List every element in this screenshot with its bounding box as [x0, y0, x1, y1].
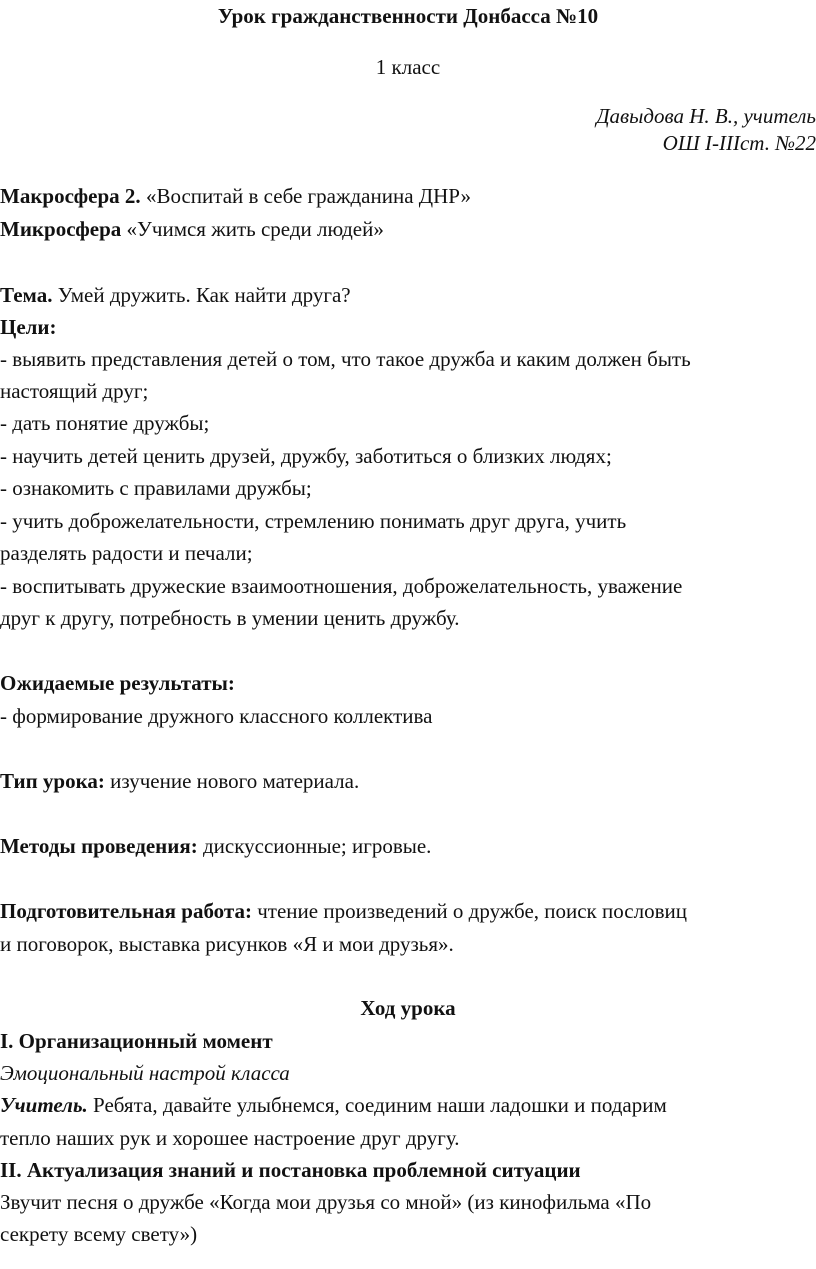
lesson-type-label: Тип урока:	[0, 769, 105, 793]
macrosphere-text: «Воспитай в себе гражданина ДНР»	[140, 184, 471, 208]
microsphere-text: «Учимся жить среди людей»	[121, 217, 384, 241]
goal-line: друг к другу, потребность в умении ценить дружбу.	[0, 606, 460, 630]
lesson-type-text: изучение нового материала.	[104, 769, 360, 793]
topic-label: Тема.	[0, 283, 53, 307]
teacher-line	[0, 1095, 667, 1116]
school-line: ОШ I-IIIст. №22	[662, 131, 816, 155]
teacher-label: Учитель.	[0, 1093, 88, 1117]
microsphere-line	[0, 219, 384, 240]
methods-text: дискуссионные; игровые.	[197, 834, 432, 858]
teacher-line-2: тепло наших рук и хорошее настроение друг другу.	[0, 1126, 460, 1150]
course-title: Ход урока	[360, 996, 456, 1020]
prep-text: чтение произведений о дружбе, поиск пословиц	[251, 899, 687, 923]
microsphere-label: Микросфера	[0, 217, 122, 241]
song-line: Звучит песня о дружбе «Когда мои друзья со мной» (из кинофильма «По	[0, 1190, 652, 1214]
macrosphere-line	[0, 186, 471, 207]
prep-line-2: и поговорок, выставка рисунков «Я и мои друзья».	[0, 932, 454, 956]
prep-label: Подготовительная работа:	[0, 899, 252, 923]
goals-heading: Цели:	[0, 315, 57, 339]
author-line: Давыдова Н. В., учитель	[596, 104, 816, 128]
mood-subheading: Эмоциональный настрой класса	[0, 1061, 290, 1085]
methods-label: Методы проведения:	[0, 834, 198, 858]
grade-label: 1 класс	[375, 55, 441, 79]
section-heading-2: II. Актуализация знаний и постановка проблемной ситуации	[0, 1158, 581, 1182]
doc-title: Урок гражданственности Донбасса №10	[217, 4, 599, 28]
goal-line: разделять радости и печали;	[0, 541, 253, 565]
lesson-type-line	[0, 771, 359, 792]
macrosphere-label: Макросфера 2.	[0, 184, 141, 208]
results-heading: Ожидаемые результаты:	[0, 671, 235, 695]
goal-line: - научить детей ценить друзей, дружбу, заботиться о близких людях;	[0, 444, 612, 468]
section-heading-1: I. Организационный момент	[0, 1029, 273, 1053]
results-text: - формирование дружного классного коллектива	[0, 704, 433, 728]
song-line-2: секрету всему свету»)	[0, 1222, 198, 1246]
methods-line	[0, 836, 431, 857]
goal-line: настоящий друг;	[0, 379, 149, 403]
goal-line: - учить доброжелательности, стремлению понимать друг друга, учить	[0, 509, 627, 533]
teacher-text: Ребята, давайте улыбнемся, соединим наши ладошки и подарим	[87, 1093, 667, 1117]
goal-line: - ознакомить с правилами дружбы;	[0, 476, 312, 500]
goal-line: - дать понятие дружбы;	[0, 411, 210, 435]
goal-line: - воспитывать дружеские взаимоотношения, доброжелательность, уважение	[0, 574, 683, 598]
goal-line: - выявить представления детей о том, что такое дружба и каким должен быть	[0, 347, 691, 371]
topic-text: Умей дружить. Как найти друга?	[52, 283, 351, 307]
topic-line	[0, 285, 351, 306]
prep-line	[0, 901, 687, 922]
